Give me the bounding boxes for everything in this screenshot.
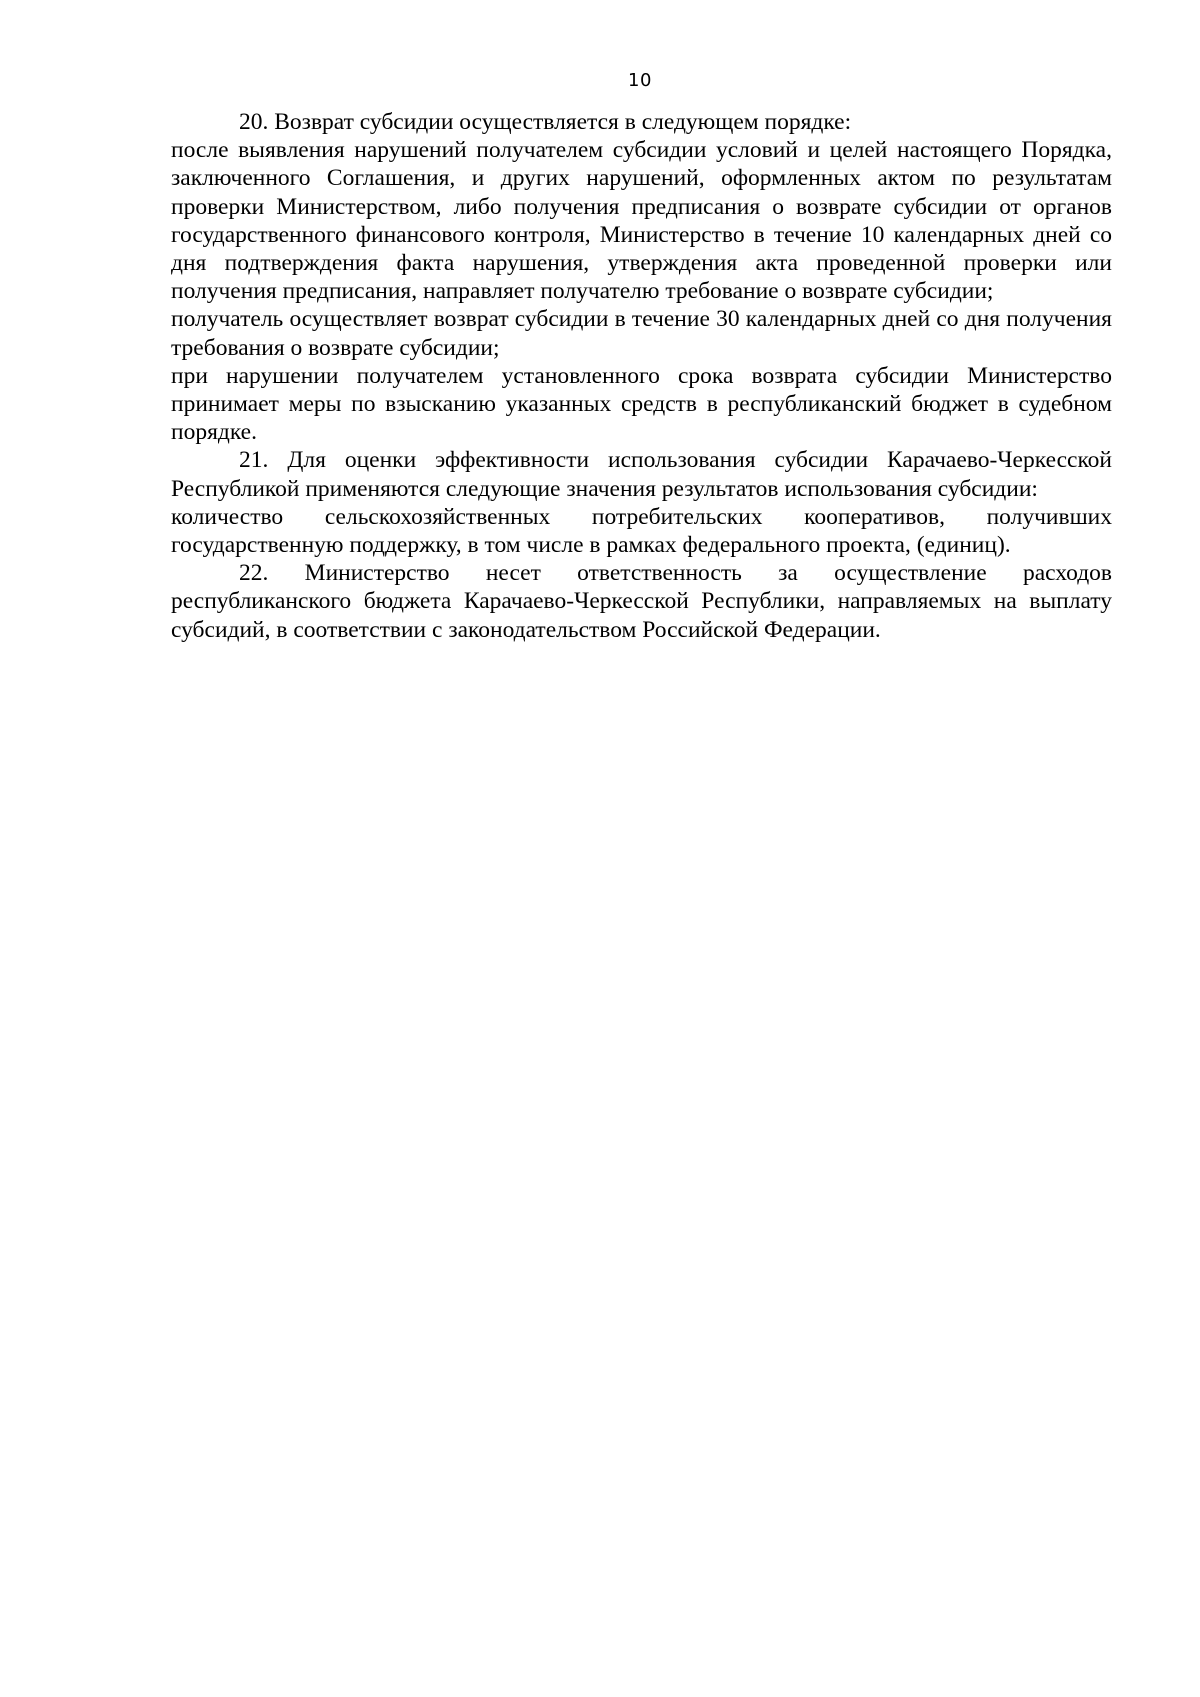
- paragraph-21: 21. Для оценки эффективности использования субсидии Карачаево-Черкесской Республикой применяются следующие значения результатов использования субсидии:: [171, 447, 1112, 502]
- paragraph-20-item-2: получатель осуществляет возврат субсидии в течение 30 календарных дней со дня получения требования о возврате субсидии;: [171, 306, 1112, 361]
- page-number: 10: [628, 70, 652, 91]
- paragraph-20-heading: 20. Возврат субсидии осуществляется в следующем порядке:: [239, 109, 852, 135]
- paragraph-20-item-3: при нарушении получателем установленного срока возврата субсидии Министерство принимает меры по взысканию указанных средств в республиканский бюджет в судебном порядке.: [171, 362, 1112, 446]
- paragraph-21-item: количество сельскохозяйственных потребительских кооперативов, получивших государственную поддержку, в том числе в рамках федерального проекта, (единиц).: [171, 503, 1112, 559]
- paragraph-20-item-1: после выявления нарушений получателем субсидии условий и целей настоящего Порядка, заключенного Соглашения, и других нарушений, оформленных актом по результатам проверки Министерством, либо получения предписания о возврате субсидии от органов государственного финансового контроля, Министерство в течение 10 календарных дней со дня подтверждения факта нарушения, утверждения акта проведенной проверки или получения предписания, направляет получателю требование о возврате субсидии;: [171, 137, 1112, 305]
- paragraph-22: 22. Министерство несет ответственность за осуществление расходов республиканского бюджета Карачаево-Черкесской Республики, направляемых на выплату субсидий, в соответствии с законодательством Российской Федерации.: [171, 560, 1112, 643]
- document-body: [171, 108, 1112, 644]
